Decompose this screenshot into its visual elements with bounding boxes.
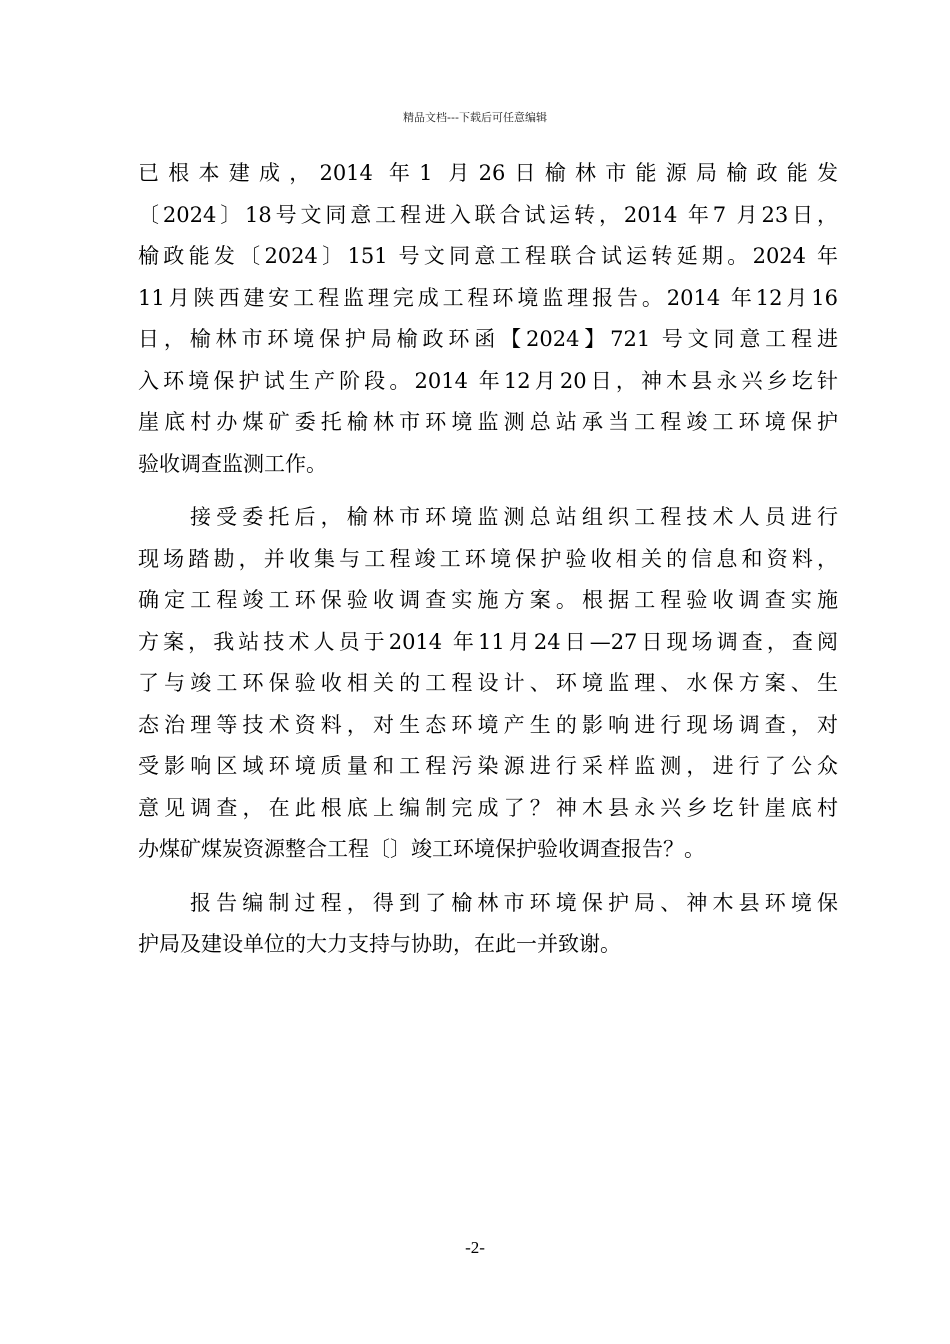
paragraph-line: 11月陕西建安工程监理完成工程环境监理报告。2014 年12月16 (138, 285, 838, 310)
paragraph-line: 确定工程竣工环保验收调查实施方案。根据工程验收调查实施 (138, 588, 838, 612)
paragraph-line: 态治理等技术资料，对生态环境产生的影响进行现场调查，对 (138, 712, 838, 737)
document-body (138, 153, 838, 966)
paragraph-1 (138, 153, 838, 485)
paragraph-line: 入环境保护试生产阶段。2014 年12月20日，神木县永兴乡圪针 (138, 368, 838, 393)
paragraph-line: 受影响区域环境质量和工程污染源进行采样监测，进行了公众 (138, 754, 838, 778)
paragraph-line: 护局及建设单位的大力支持与协助，在此一并致谢。 (138, 932, 621, 956)
paragraph-line: 已根本建成，2014 年1 月26日榆林市能源局榆政能发 (138, 161, 838, 185)
paragraph-line: 方案，我站技术人员于2014 年11月24日—27日现场调查，查阅 (138, 629, 838, 654)
paragraph-line: 榆政能发〔2024〕151 号文同意工程联合试运转延期。2024 年 (138, 244, 838, 268)
paragraph-line: 报告编制过程，得到了榆林市环境保护局、神木县环境保 (190, 890, 838, 915)
paragraph-spacer (138, 485, 838, 497)
page-header: 精品文档---下载后可任意编辑 (403, 111, 547, 124)
paragraph-line: 意见调查，在此根底上编制完成了？神木县永兴乡圪针崖底村 (138, 795, 838, 820)
paragraph-2 (138, 497, 838, 871)
paragraph-line: 日，榆林市环境保护局榆政环函【2024】721 号文同意工程进 (138, 327, 838, 351)
page-number: -2- (465, 1238, 485, 1257)
paragraph-line: 崖底村办煤矿委托榆林市环境监测总站承当工程竣工环境保护 (138, 410, 838, 434)
paragraph-line: 〔2024〕18号文同意工程进入联合试运转，2014 年7 月23日， (138, 202, 838, 227)
paragraph-line: 了与竣工环保验收相关的工程设计、环境监理、水保方案、生 (138, 671, 838, 695)
paragraph-3 (138, 883, 838, 966)
paragraph-spacer (138, 871, 838, 883)
paragraph-line: 接受委托后，榆林市环境监测总站组织工程技术人员进行 (190, 505, 838, 529)
paragraph-line: 验收调查监测工作。 (138, 451, 327, 476)
paragraph-line: 现场踏勘，并收集与工程竣工环境保护验收相关的信息和资料， (138, 546, 838, 571)
paragraph-line: 办煤矿煤炭资源整合工程〔〕竣工环境保护验收调查报告？。 (138, 837, 705, 861)
